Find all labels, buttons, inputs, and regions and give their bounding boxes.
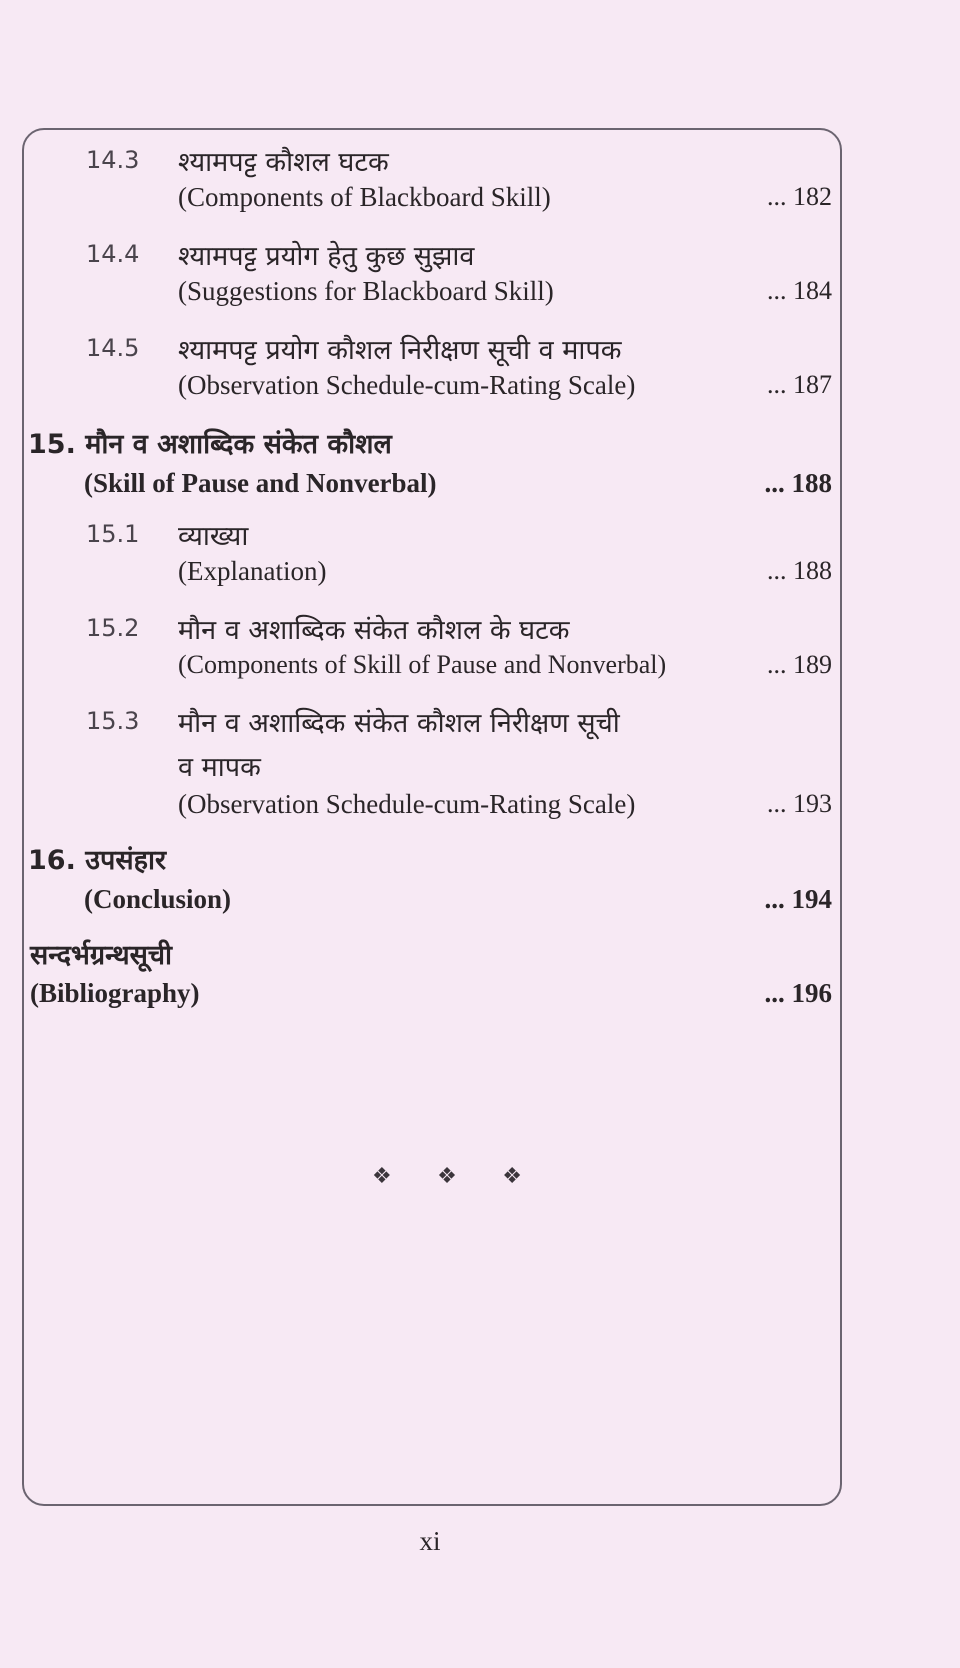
entry-page: ... 193 xyxy=(767,789,832,818)
entry-title-english: (Components of Blackboard Skill) xyxy=(178,182,551,212)
entry-number: 14.5 xyxy=(86,334,140,362)
entry-title-hindi: श्यामपट्ट प्रयोग हेतु कुछ सुझाव xyxy=(178,241,475,272)
entry-number: 15.2 xyxy=(86,614,140,642)
chapter-page: ... 188 xyxy=(764,468,832,498)
diamond-ornament-icon: ❖ xyxy=(437,1164,457,1189)
diamond-ornament-icon: ❖ xyxy=(372,1164,392,1189)
entry-page: ... 184 xyxy=(767,276,832,305)
entry-number: 14.4 xyxy=(86,240,140,268)
entry-number: 15.1 xyxy=(86,520,140,548)
entry-title-hindi: श्यामपट्ट कौशल घटक xyxy=(178,147,389,178)
chapter-page: ... 194 xyxy=(764,884,832,914)
section-ornament xyxy=(372,1164,522,1189)
chapter-title-hindi: 16. उपसंहार xyxy=(28,845,166,876)
entry-title-english: (Suggestions for Blackboard Skill) xyxy=(178,276,554,306)
bibliography-page: ... 196 xyxy=(764,978,832,1008)
entry-title-english: (Components of Skill of Pause and Nonverbal) xyxy=(178,650,667,679)
entry-number: 15.3 xyxy=(86,707,140,735)
entry-page: ... 187 xyxy=(767,370,832,399)
chapter-title-english: (Skill of Pause and Nonverbal) xyxy=(84,468,437,498)
entry-title-hindi: श्यामपट्ट प्रयोग कौशल निरीक्षण सूची व मापक xyxy=(178,335,622,366)
chapter-title-english: (Conclusion) xyxy=(84,884,232,914)
bibliography-title-english: (Bibliography) xyxy=(30,978,200,1008)
entry-title-hindi: मौन व अशाब्दिक संकेत कौशल निरीक्षण सूची xyxy=(178,708,620,739)
entry-title-hindi: मौन व अशाब्दिक संकेत कौशल के घटक xyxy=(178,615,570,646)
entry-page: ... 182 xyxy=(767,182,832,211)
bibliography-title-hindi: सन्दर्भग्रन्थसूची xyxy=(30,940,172,971)
page-number: xi xyxy=(419,1526,441,1556)
entry-page: ... 188 xyxy=(767,556,832,585)
entry-title-english: (Observation Schedule-cum-Rating Scale) xyxy=(178,789,636,819)
entry-title-hindi-continued: व मापक xyxy=(178,752,261,783)
chapter-title-hindi: 15. मौन व अशाब्दिक संकेत कौशल xyxy=(28,429,392,460)
entry-number: 14.3 xyxy=(86,146,140,174)
entry-title-hindi: व्याख्या xyxy=(178,521,249,552)
diamond-ornament-icon: ❖ xyxy=(502,1164,522,1189)
entry-page: ... 189 xyxy=(767,650,832,679)
entry-title-english: (Explanation) xyxy=(178,556,327,586)
entry-title-english: (Observation Schedule-cum-Rating Scale) xyxy=(178,370,636,400)
